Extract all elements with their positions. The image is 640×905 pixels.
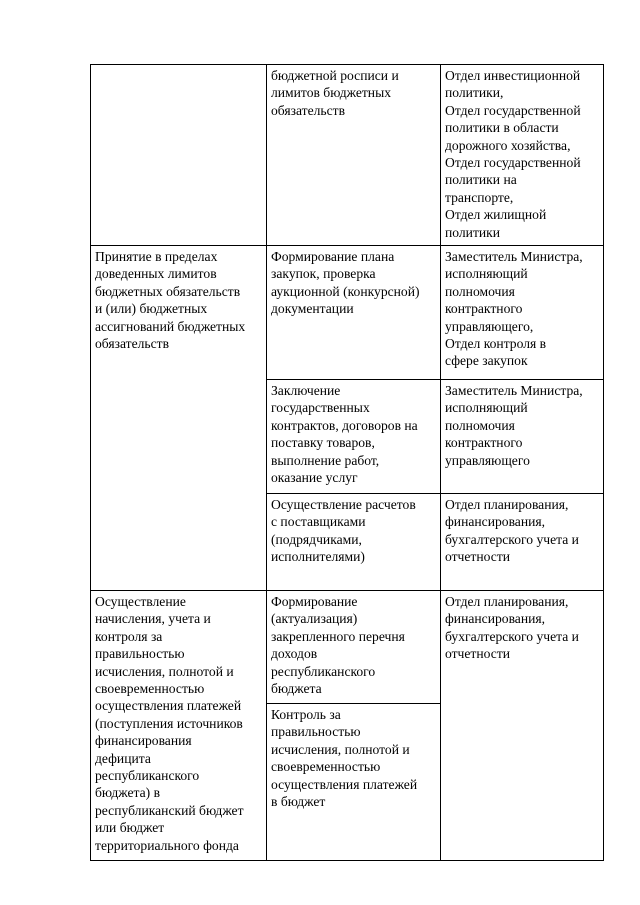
cell-text-line: исчисления, полнотой и xyxy=(271,741,410,757)
table-cell-process xyxy=(91,65,267,246)
cell-text-line: осуществления платежей xyxy=(95,698,242,714)
table-cell-action xyxy=(267,494,441,591)
cell-text-line: транспорте, xyxy=(445,189,514,205)
cell-text-line: исполняющий xyxy=(445,400,528,416)
cell-text-line: контрактного xyxy=(445,435,523,451)
cell-text-line: финансирования, xyxy=(445,514,546,530)
cell-text-line: поставку товаров, xyxy=(271,435,375,451)
cell-text-line: Отдел контроля в xyxy=(445,336,547,352)
cell-text-line: исполняющий xyxy=(445,266,528,282)
cell-text-line: Заместитель Министра, xyxy=(445,383,583,398)
table-cell-action xyxy=(267,591,441,704)
cell-text-line: выполнение работ, xyxy=(271,452,380,468)
cell-text-line: исчисления, полнотой и xyxy=(95,663,234,679)
cell-text-line: закрепленного перечня xyxy=(271,628,405,644)
cell-text-line: дефицита xyxy=(95,750,151,766)
cell-text-line: бюджета xyxy=(271,681,322,697)
cell-text-line: своевременностью xyxy=(95,681,205,697)
cell-text-line: государственных xyxy=(271,400,370,416)
cell-text-line: политики на xyxy=(445,172,517,188)
cell-text-line: контроля за xyxy=(95,628,163,644)
table-cell-responsible xyxy=(441,494,604,591)
table-row xyxy=(91,246,604,380)
table-cell-action xyxy=(267,704,441,861)
table-cell-process xyxy=(91,591,267,861)
cell-text-line: Отдел планирования, xyxy=(445,594,569,609)
cell-text-line: финансирования xyxy=(95,733,192,749)
cell-text-line: управляющего xyxy=(445,452,530,468)
table-cell-process xyxy=(91,246,267,591)
cell-text-line: Отдел жилищной xyxy=(445,207,547,223)
cell-text-line: начисления, учета и xyxy=(95,611,211,627)
cell-text-line: документации xyxy=(271,301,354,317)
cell-text-line: закупок, проверка xyxy=(271,266,376,282)
cell-text-line: (поступления источников xyxy=(95,715,243,731)
table-cell-action xyxy=(267,65,441,246)
cell-text-line: или бюджет xyxy=(95,820,165,836)
cell-text-line: исполнителями) xyxy=(271,549,365,565)
cell-text-line: доведенных лимитов xyxy=(95,266,217,282)
cell-text-line: сфере закупок xyxy=(445,353,528,369)
cell-text-line: обязательств xyxy=(95,336,170,352)
cell-text-line: Принятие в пределах xyxy=(95,249,218,264)
cell-text-line: своевременностью xyxy=(271,759,381,775)
cell-text-line: политики, xyxy=(445,85,504,101)
cell-text-line: республиканского xyxy=(271,663,376,679)
cell-text-line: Заместитель Министра, xyxy=(445,249,583,264)
cell-text-line: оказание услуг xyxy=(271,470,358,486)
cell-text-line: республиканский бюджет xyxy=(95,802,244,818)
cell-text-line: Отдел государственной xyxy=(445,102,581,118)
cell-text-line: ассигнований бюджетных xyxy=(95,318,246,334)
cell-text-line: с поставщиками xyxy=(271,514,366,530)
cell-text-line: Отдел государственной xyxy=(445,155,581,171)
cell-text-line: правильностью xyxy=(271,724,361,740)
cell-text-line: дорожного хозяйства, xyxy=(445,137,571,153)
cell-text-line: бухгалтерского учета и xyxy=(445,628,579,644)
cell-text-line: территориального фонда xyxy=(95,837,239,853)
cell-text-line: в бюджет xyxy=(271,794,326,810)
table-row xyxy=(91,65,604,246)
cell-text-line: Формирование плана xyxy=(271,249,395,264)
cell-text-line: правильностью xyxy=(95,646,185,662)
table-cell-responsible xyxy=(441,65,604,246)
cell-text-line: управляющего, xyxy=(445,318,534,334)
cell-text-line: республиканского xyxy=(95,768,200,784)
cell-text-line: Заключение xyxy=(271,383,341,398)
cell-text-line: осуществления платежей xyxy=(271,776,418,792)
cell-text-line: полномочия xyxy=(445,417,515,433)
cell-text-line: отчетности xyxy=(445,646,511,662)
cell-text-line: и (или) бюджетных xyxy=(95,301,208,317)
cell-text-line: финансирования, xyxy=(445,611,546,627)
table-cell-responsible xyxy=(441,380,604,494)
cell-text-line: Контроль за xyxy=(271,707,341,722)
table-row xyxy=(91,591,604,704)
table-cell-action xyxy=(267,380,441,494)
table-cell-responsible xyxy=(441,591,604,861)
cell-text-line: бюджета) в xyxy=(95,785,161,801)
cell-text-line: аукционной (конкурсной) xyxy=(271,283,420,299)
cell-text-line: доходов xyxy=(271,646,318,662)
cell-text-line: полномочия xyxy=(445,283,515,299)
cell-text-line: отчетности xyxy=(445,549,511,565)
table-cell-responsible xyxy=(441,246,604,380)
cell-text-line: контрактов, договоров на xyxy=(271,417,418,433)
cell-text-line: Формирование xyxy=(271,594,358,609)
cell-text-line: обязательств xyxy=(271,102,346,118)
cell-text-line: бухгалтерского учета и xyxy=(445,531,579,547)
responsibility-table xyxy=(90,64,604,861)
cell-text-line: Осуществление xyxy=(95,594,186,609)
cell-text-line: (подрядчиками, xyxy=(271,531,362,547)
cell-text-line: бюджетных обязательств xyxy=(95,283,241,299)
cell-text-line: Отдел планирования, xyxy=(445,497,569,512)
cell-text-line: Отдел инвестиционной xyxy=(445,68,581,83)
cell-text-line: (актуализация) xyxy=(271,611,358,627)
cell-text-line: бюджетной росписи и xyxy=(271,68,399,83)
cell-text-line: Осуществление расчетов xyxy=(271,497,416,512)
cell-text-line: лимитов бюджетных xyxy=(271,85,392,101)
cell-text-line: политики в области xyxy=(445,120,559,136)
cell-text-line: политики xyxy=(445,224,501,240)
cell-text-line: контрактного xyxy=(445,301,523,317)
table-cell-action xyxy=(267,246,441,380)
